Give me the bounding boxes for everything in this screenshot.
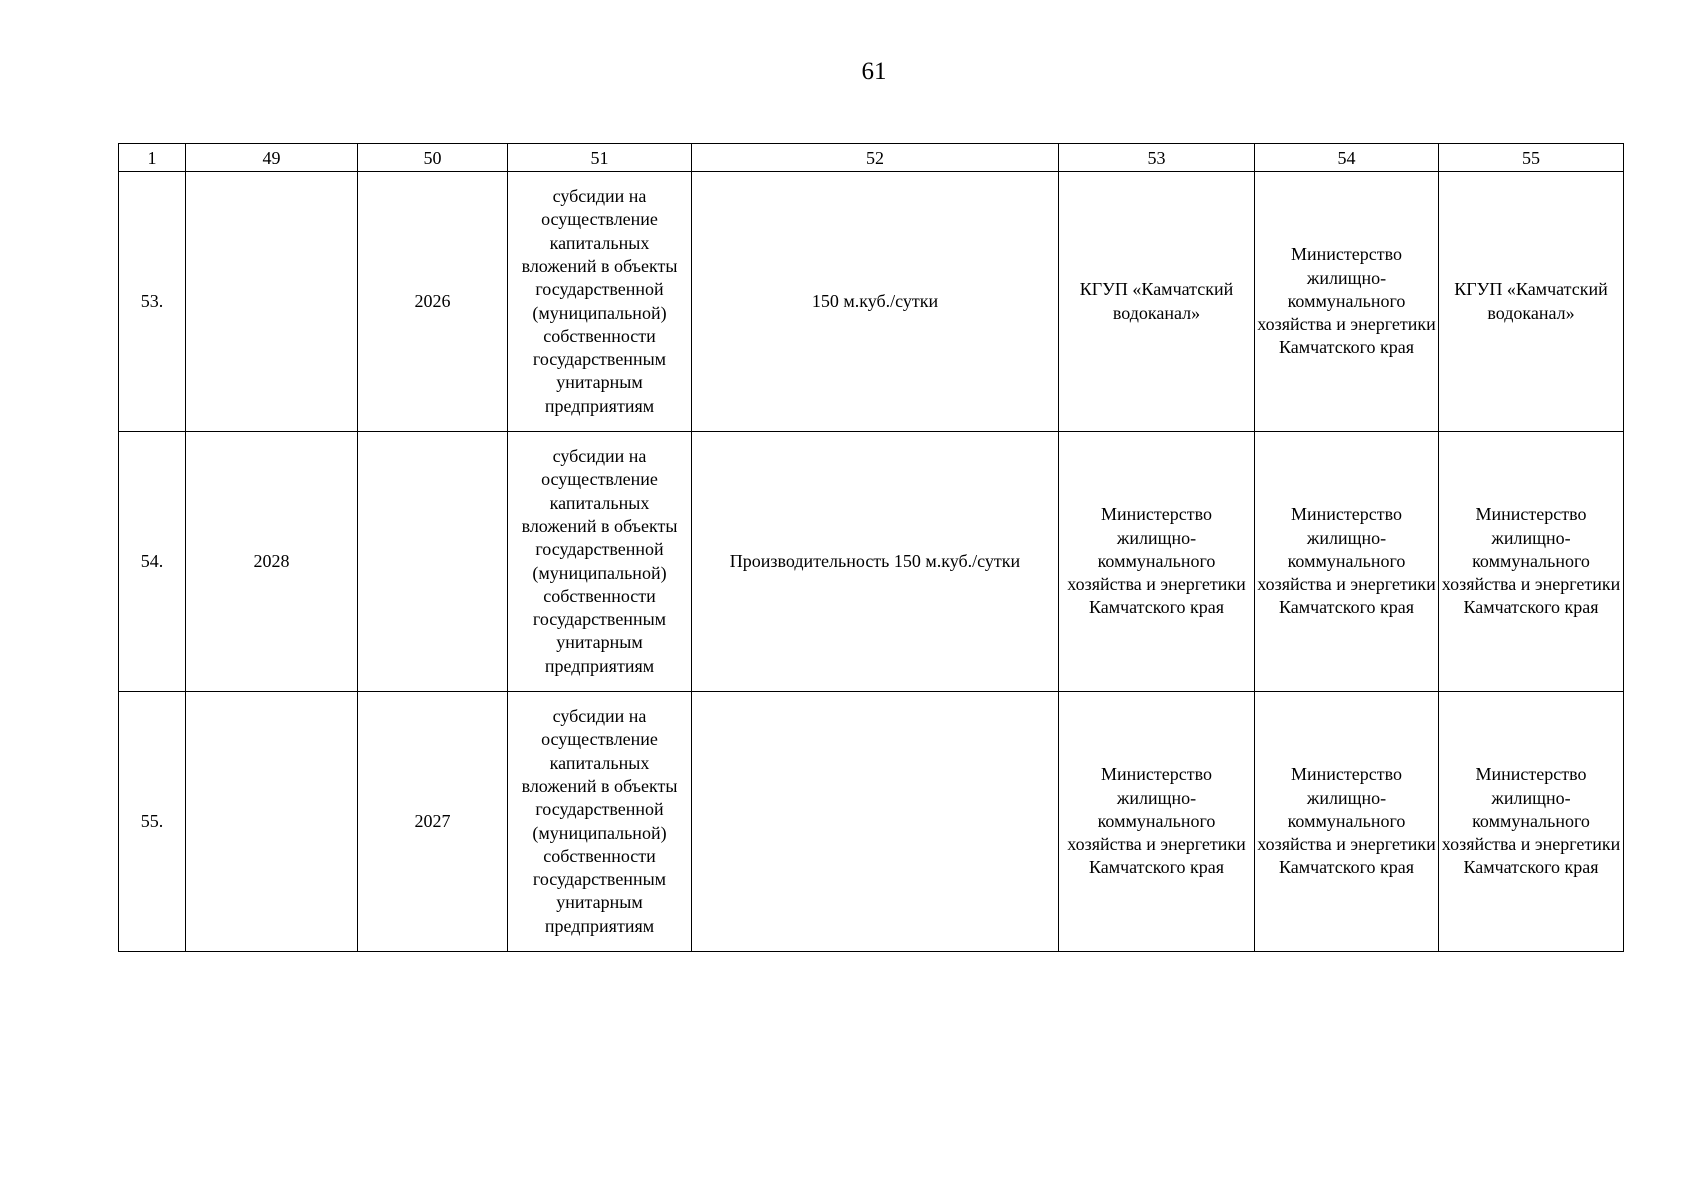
header-cell: 49	[186, 144, 358, 172]
header-cell: 53	[1059, 144, 1255, 172]
table-row	[119, 432, 1624, 692]
header-cell: 52	[692, 144, 1059, 172]
table-cell	[186, 172, 358, 432]
table-row	[119, 692, 1624, 952]
header-cell: 50	[358, 144, 508, 172]
table-cell: субсидии на осуществление капитальных вложений в объекты государственной (муниципальной) собственности государственным унитарным предприятиям	[508, 172, 692, 432]
table-cell: Министерство жилищно-коммунального хозяйства и энергетики Камчатского края	[1439, 692, 1624, 952]
table-cell: 54.	[119, 432, 186, 692]
page-number: 61	[861, 58, 887, 85]
table-cell: Министерство жилищно-коммунального хозяйства и энергетики Камчатского края	[1439, 432, 1624, 692]
data-table	[118, 143, 1624, 952]
table-cell: Министерство жилищно-коммунального хозяйства и энергетики Камчатского края	[1059, 432, 1255, 692]
table-cell: 55.	[119, 692, 186, 952]
table-cell: субсидии на осуществление капитальных вложений в объекты государственной (муниципальной) собственности государственным унитарным предприятиям	[508, 432, 692, 692]
table-cell: КГУП «Камчатский водоканал»	[1059, 172, 1255, 432]
table-row	[119, 172, 1624, 432]
table-cell: 150 м.куб./сутки	[692, 172, 1059, 432]
table-header-row	[119, 144, 1624, 172]
table-cell: субсидии на осуществление капитальных вложений в объекты государственной (муниципальной) собственности государственным унитарным предприятиям	[508, 692, 692, 952]
table-cell: Министерство жилищно-коммунального хозяйства и энергетики Камчатского края	[1059, 692, 1255, 952]
header-cell: 54	[1255, 144, 1439, 172]
header-cell: 55	[1439, 144, 1624, 172]
table-cell: Министерство жилищно-коммунального хозяйства и энергетики Камчатского края	[1255, 692, 1439, 952]
table-cell: 2027	[358, 692, 508, 952]
header-cell: 51	[508, 144, 692, 172]
table-cell	[186, 692, 358, 952]
table-cell: 53.	[119, 172, 186, 432]
table-cell: 2028	[186, 432, 358, 692]
table-cell	[692, 692, 1059, 952]
header-cell: 1	[119, 144, 186, 172]
table-cell	[358, 432, 508, 692]
table-cell: Министерство жилищно-коммунального хозяйства и энергетики Камчатского края	[1255, 432, 1439, 692]
table-cell: 2026	[358, 172, 508, 432]
table-cell: Министерство жилищно-коммунального хозяйства и энергетики Камчатского края	[1255, 172, 1439, 432]
table-cell: Производительность 150 м.куб./сутки	[692, 432, 1059, 692]
table-cell: КГУП «Камчатский водоканал»	[1439, 172, 1624, 432]
